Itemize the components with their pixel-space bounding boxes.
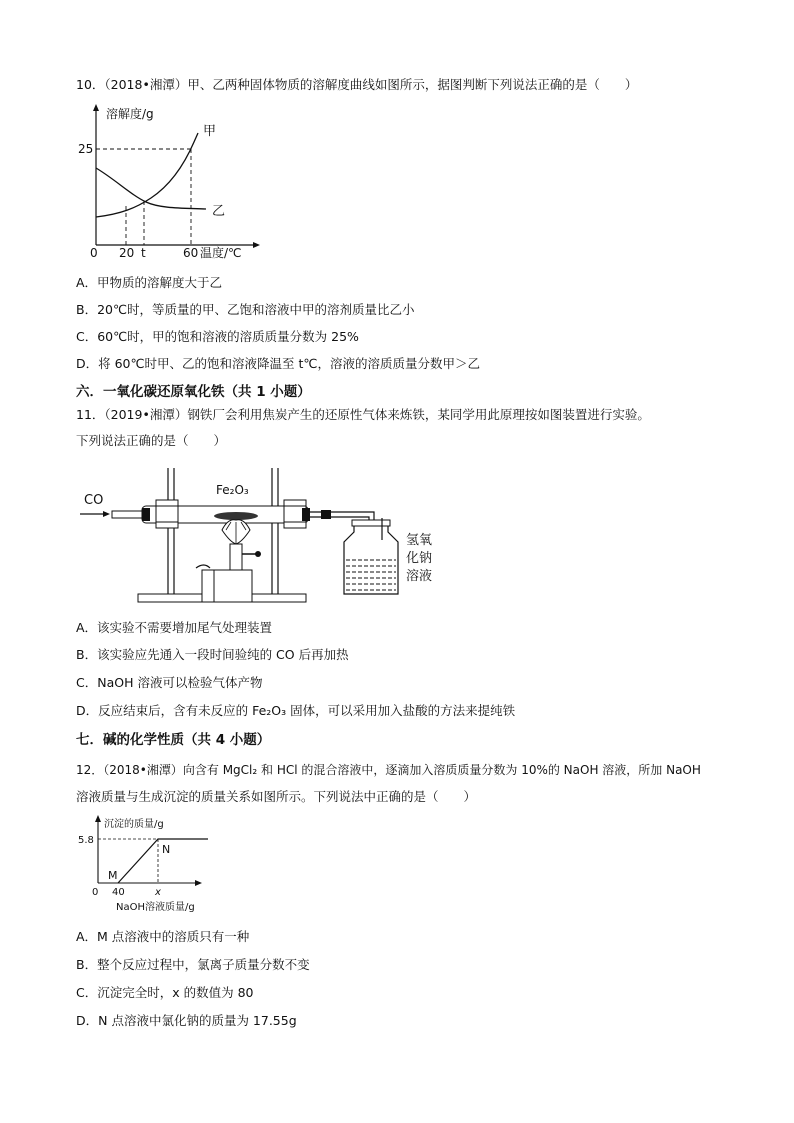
q10-ylabel: 溶解度/g (106, 107, 154, 121)
q12-ylabel: 沉淀的质量/g (104, 819, 164, 830)
q11-left-stopper (142, 508, 150, 521)
q10-option-a: A．甲物质的溶解度大于乙 (76, 275, 223, 290)
q10-option-c: C．60℃时，甲的饱和溶液的溶质质量分数为 25% (76, 329, 359, 344)
section-6-heading: 六．一氧化碳还原氧化铁（共 1 小题） (76, 384, 311, 400)
q11-burner-valve (255, 551, 261, 557)
q10-xtick-0: 0 (90, 246, 98, 260)
q11-wash-bottle (344, 522, 398, 594)
q12-xtick-x: x (155, 887, 161, 898)
q12-point-m: M (108, 869, 118, 882)
q11-option-a: A．该实验不需要增加尾气处理装置 (76, 620, 273, 635)
q10-x-arrow (253, 242, 260, 248)
q11-stem-line1: 11．（2019•湘潭）钢铁厂会利用焦炭产生的还原性气体来炼铁，某同学用此原理按如图装置进行实验。 (76, 407, 650, 422)
q11-option-d: D．反应结束后，含有未反应的 Fe₂O₃ 固体，可以采用加入盐酸的方法来提纯铁 (76, 703, 516, 718)
q10-y-arrow (93, 104, 99, 111)
q10-option-b: B．20℃时，等质量的甲、乙饱和溶液中甲的溶剂质量比乙小 (76, 302, 415, 317)
q10-xtick-t: t (141, 246, 146, 260)
q10-stem: 10．（2018•湘潭）甲、乙两种固体物质的溶解度曲线如图所示，据图判断下列说法正确的是（ ） (76, 77, 638, 92)
q11-burner-base (202, 570, 252, 602)
q11-stem-line2: 下列说法正确的是（ ） (76, 433, 227, 448)
q10-solubility-chart (76, 100, 266, 265)
q11-burner-gas-inlet (196, 565, 210, 568)
q11-apparatus-diagram (76, 460, 456, 610)
q11-solution-label-3: 溶液 (406, 569, 433, 584)
q11-left-clamp (156, 500, 178, 528)
q12-xlabel: NaOH溶液质量/g (116, 902, 195, 913)
q12-point-n: N (162, 843, 171, 856)
q10-label-jia: 甲 (203, 124, 217, 139)
q11-fe2o3-powder (214, 512, 258, 520)
q11-inlet-tube (112, 511, 142, 518)
q11-solid-label: Fe₂O₃ (216, 483, 249, 497)
q11-solution-label-2: 化钠 (406, 551, 433, 566)
q12-stem-line2: 溶液质量与生成沉淀的质量关系如图所示。下列说法中正确的是（ ） (76, 789, 477, 804)
q12-stem-line1: 12．（2018•湘潭）向含有 MgCl₂ 和 HCl 的混合溶液中，逐滴加入溶质质量分数为 10%的 NaOH 溶液，所加 NaOH (76, 763, 701, 777)
q11-burner-tube (230, 544, 242, 570)
q12-option-a: A．M 点溶液中的溶质只有一种 (76, 929, 250, 944)
q12-xtick-0: 0 (92, 887, 99, 898)
q11-gas-label: CO (84, 493, 104, 508)
q12-option-c: C．沉淀完全时，x 的数值为 80 (76, 985, 254, 1000)
q11-solution-label-1: 氢氧 (406, 533, 433, 548)
q10-xlabel: 温度/℃ (200, 246, 242, 260)
q11-right-stopper (302, 508, 310, 521)
q10-xtick-60: 60 (183, 246, 199, 260)
q10-ytick-25: 25 (78, 142, 94, 156)
q12-ytick: 5.8 (78, 835, 94, 846)
q10-option-d: D．将 60℃时甲、乙的饱和溶液降温至 t℃，溶液的溶质质量分数甲＞乙 (76, 356, 480, 371)
q12-xtick-40: 40 (112, 887, 125, 898)
q11-option-c: C．NaOH 溶液可以检验气体产物 (76, 675, 263, 690)
q12-precipitate-chart (76, 813, 236, 918)
q11-option-b: B．该实验应先通入一段时间验纯的 CO 后再加热 (76, 647, 349, 662)
q12-option-b: B．整个反应过程中，氯离子质量分数不变 (76, 957, 310, 972)
section-7-heading: 七．碱的化学性质（共 4 小题） (76, 732, 271, 748)
q12-option-d: D．N 点溶液中氯化钠的质量为 17.55g (76, 1013, 297, 1028)
q10-label-yi: 乙 (212, 204, 226, 219)
q10-xtick-20: 20 (119, 246, 135, 260)
q10-curve-yi (96, 168, 206, 209)
q10-curve-jia (96, 133, 198, 217)
